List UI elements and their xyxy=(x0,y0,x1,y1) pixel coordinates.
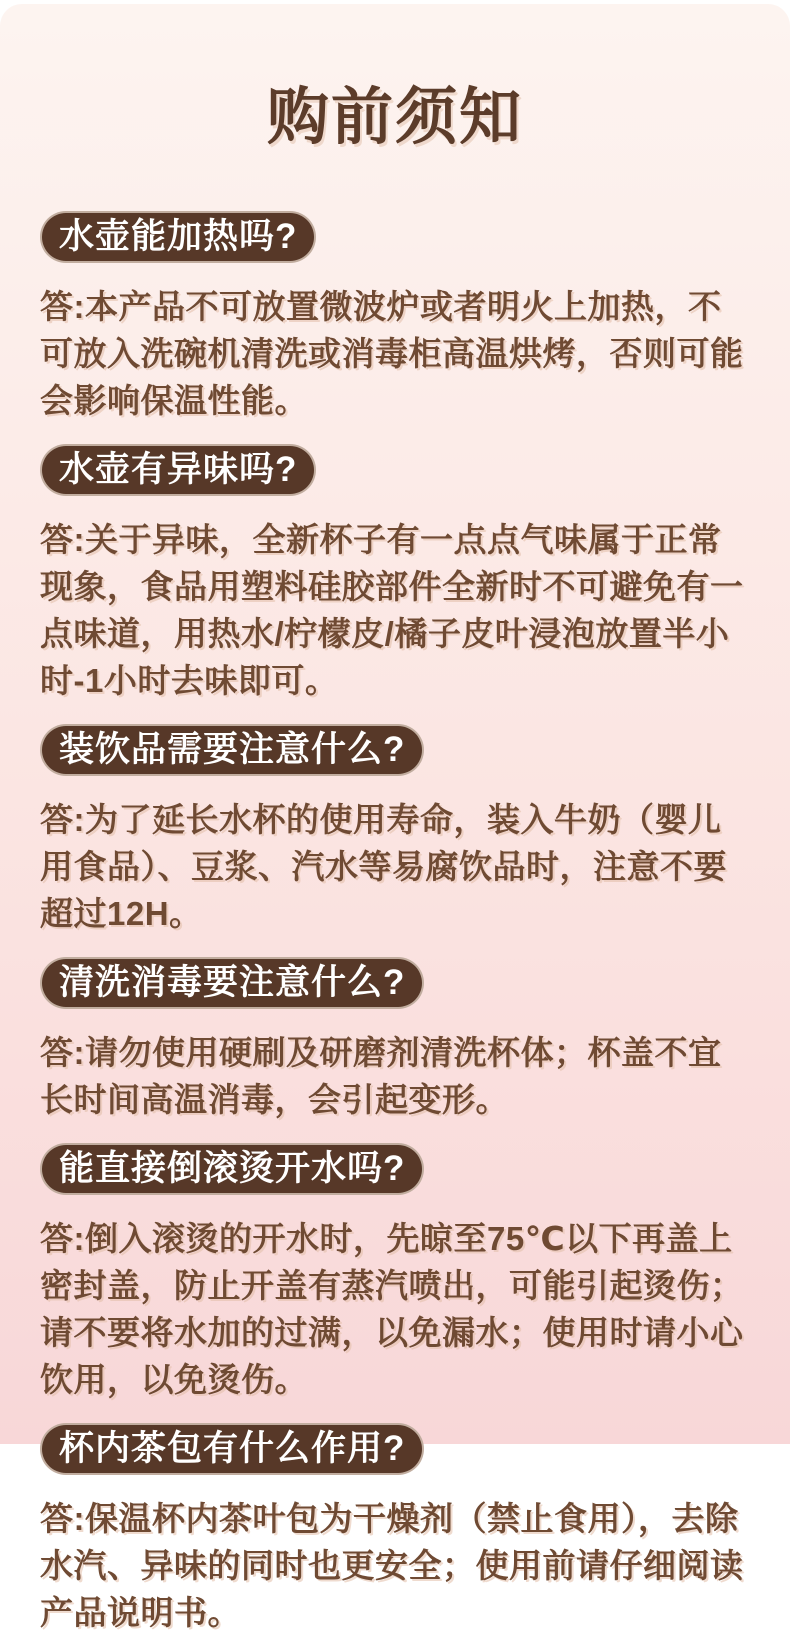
question-text: 能直接倒滚烫开水吗? xyxy=(59,1149,406,1189)
question-text: 水壶有异味吗? xyxy=(59,450,298,490)
question-badge xyxy=(40,211,316,263)
faq-section xyxy=(40,957,750,1123)
faq-section xyxy=(40,444,750,704)
question-badge xyxy=(40,724,424,776)
question-badge xyxy=(40,1423,424,1475)
page-title: 购前须知 xyxy=(266,83,523,152)
faq-section xyxy=(40,1143,750,1403)
answer-text: 答:为了延长水杯的使用寿命，装入牛奶（婴儿用食品）、豆浆、汽水等易腐饮品时，注意不要超过12H。 xyxy=(40,801,727,933)
question-text: 清洗消毒要注意什么? xyxy=(59,963,406,1003)
answer-text: 答:倒入滚烫的开水时，先晾至75℃以下再盖上密封盖，防止开盖有蒸汽喷出，可能引起烫伤；请不要将水加的过满，以免漏水；使用时请小心饮用，以免烫伤。 xyxy=(40,1220,744,1399)
faq-section xyxy=(40,211,750,424)
faq-section xyxy=(40,1423,750,1636)
answer-text: 答:请勿使用硬刷及研磨剂清洗杯体；杯盖不宜长时间高温消毒，会引起变形。 xyxy=(40,1034,722,1119)
question-text: 水壶能加热吗? xyxy=(59,217,298,257)
answer-text: 答:关于异味，全新杯子有一点点气味属于正常现象，食品用塑料硅胶部件全新时不可避免有一点味道，用热水/柠檬皮/橘子皮叶浸泡放置半小时-1小时去味即可。 xyxy=(40,521,744,700)
question-badge xyxy=(40,957,424,1009)
faq-sections xyxy=(40,211,750,1636)
answer-text: 答:本产品不可放置微波炉或者明火上加热，不可放入洗碗机清洗或消毒柜高温烘烤，否则可能会影响保温性能。 xyxy=(40,288,744,420)
faq-card xyxy=(0,4,790,1632)
question-badge xyxy=(40,444,316,496)
question-text: 装饮品需要注意什么? xyxy=(59,730,406,770)
faq-section xyxy=(40,724,750,937)
question-text: 杯内茶包有什么作用? xyxy=(59,1429,406,1469)
answer-text: 答:保温杯内茶叶包为干燥剂（禁止食用），去除水汽、异味的同时也更安全；使用前请仔细阅读产品说明书。 xyxy=(40,1500,744,1632)
question-badge xyxy=(40,1143,424,1195)
